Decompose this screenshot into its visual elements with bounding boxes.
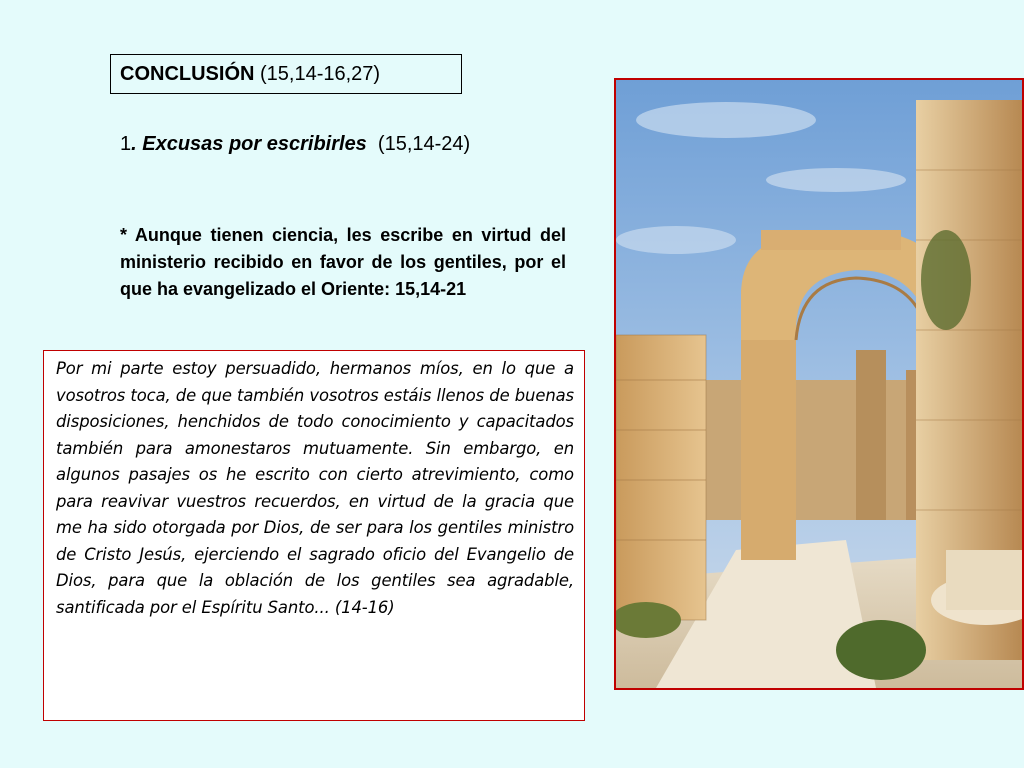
section-reference: (15,14-24): [366, 133, 471, 155]
slide-title-box: [110, 54, 462, 94]
ancient-arch-ruins-photo: [614, 78, 1024, 690]
scripture-quote-text: Por mi parte estoy persuadido, hermanos míos, en lo que a vosotros toca, de que también vosotros estáis llenos de buenas disposiciones, henchidos de todo conocimiento y capacitados también para amonestaros mutuamente. Sin embargo, en algunos pasajes os he escrito con cierto atrevimiento, como para reavivar vuestros recuerdos, en virtud de la gracia que me ha sido otorgada por Dios, de ser para los gentiles ministro de Cristo Jesús, ejerciendo el sagrado oficio del Evangelio de Dios, para que la oblación de los gentiles sea agradable, santificada por el Espíritu Santo... (14-16): [56, 359, 574, 617]
section-title: . Excusas por escribirles: [131, 133, 367, 155]
scripture-quote-box: [43, 350, 585, 721]
slide-title-reference: (15,14-16,27): [254, 63, 381, 85]
summary-note: * Aunque tienen ciencia, les escribe en virtud del ministerio recibido en favor de los gentiles, por el que ha evangelizado el Oriente: 15,14-21: [120, 225, 566, 299]
section-heading: [120, 133, 470, 156]
slide-title: CONCLUSIÓN: [120, 63, 255, 85]
section-number: 1: [120, 133, 132, 155]
